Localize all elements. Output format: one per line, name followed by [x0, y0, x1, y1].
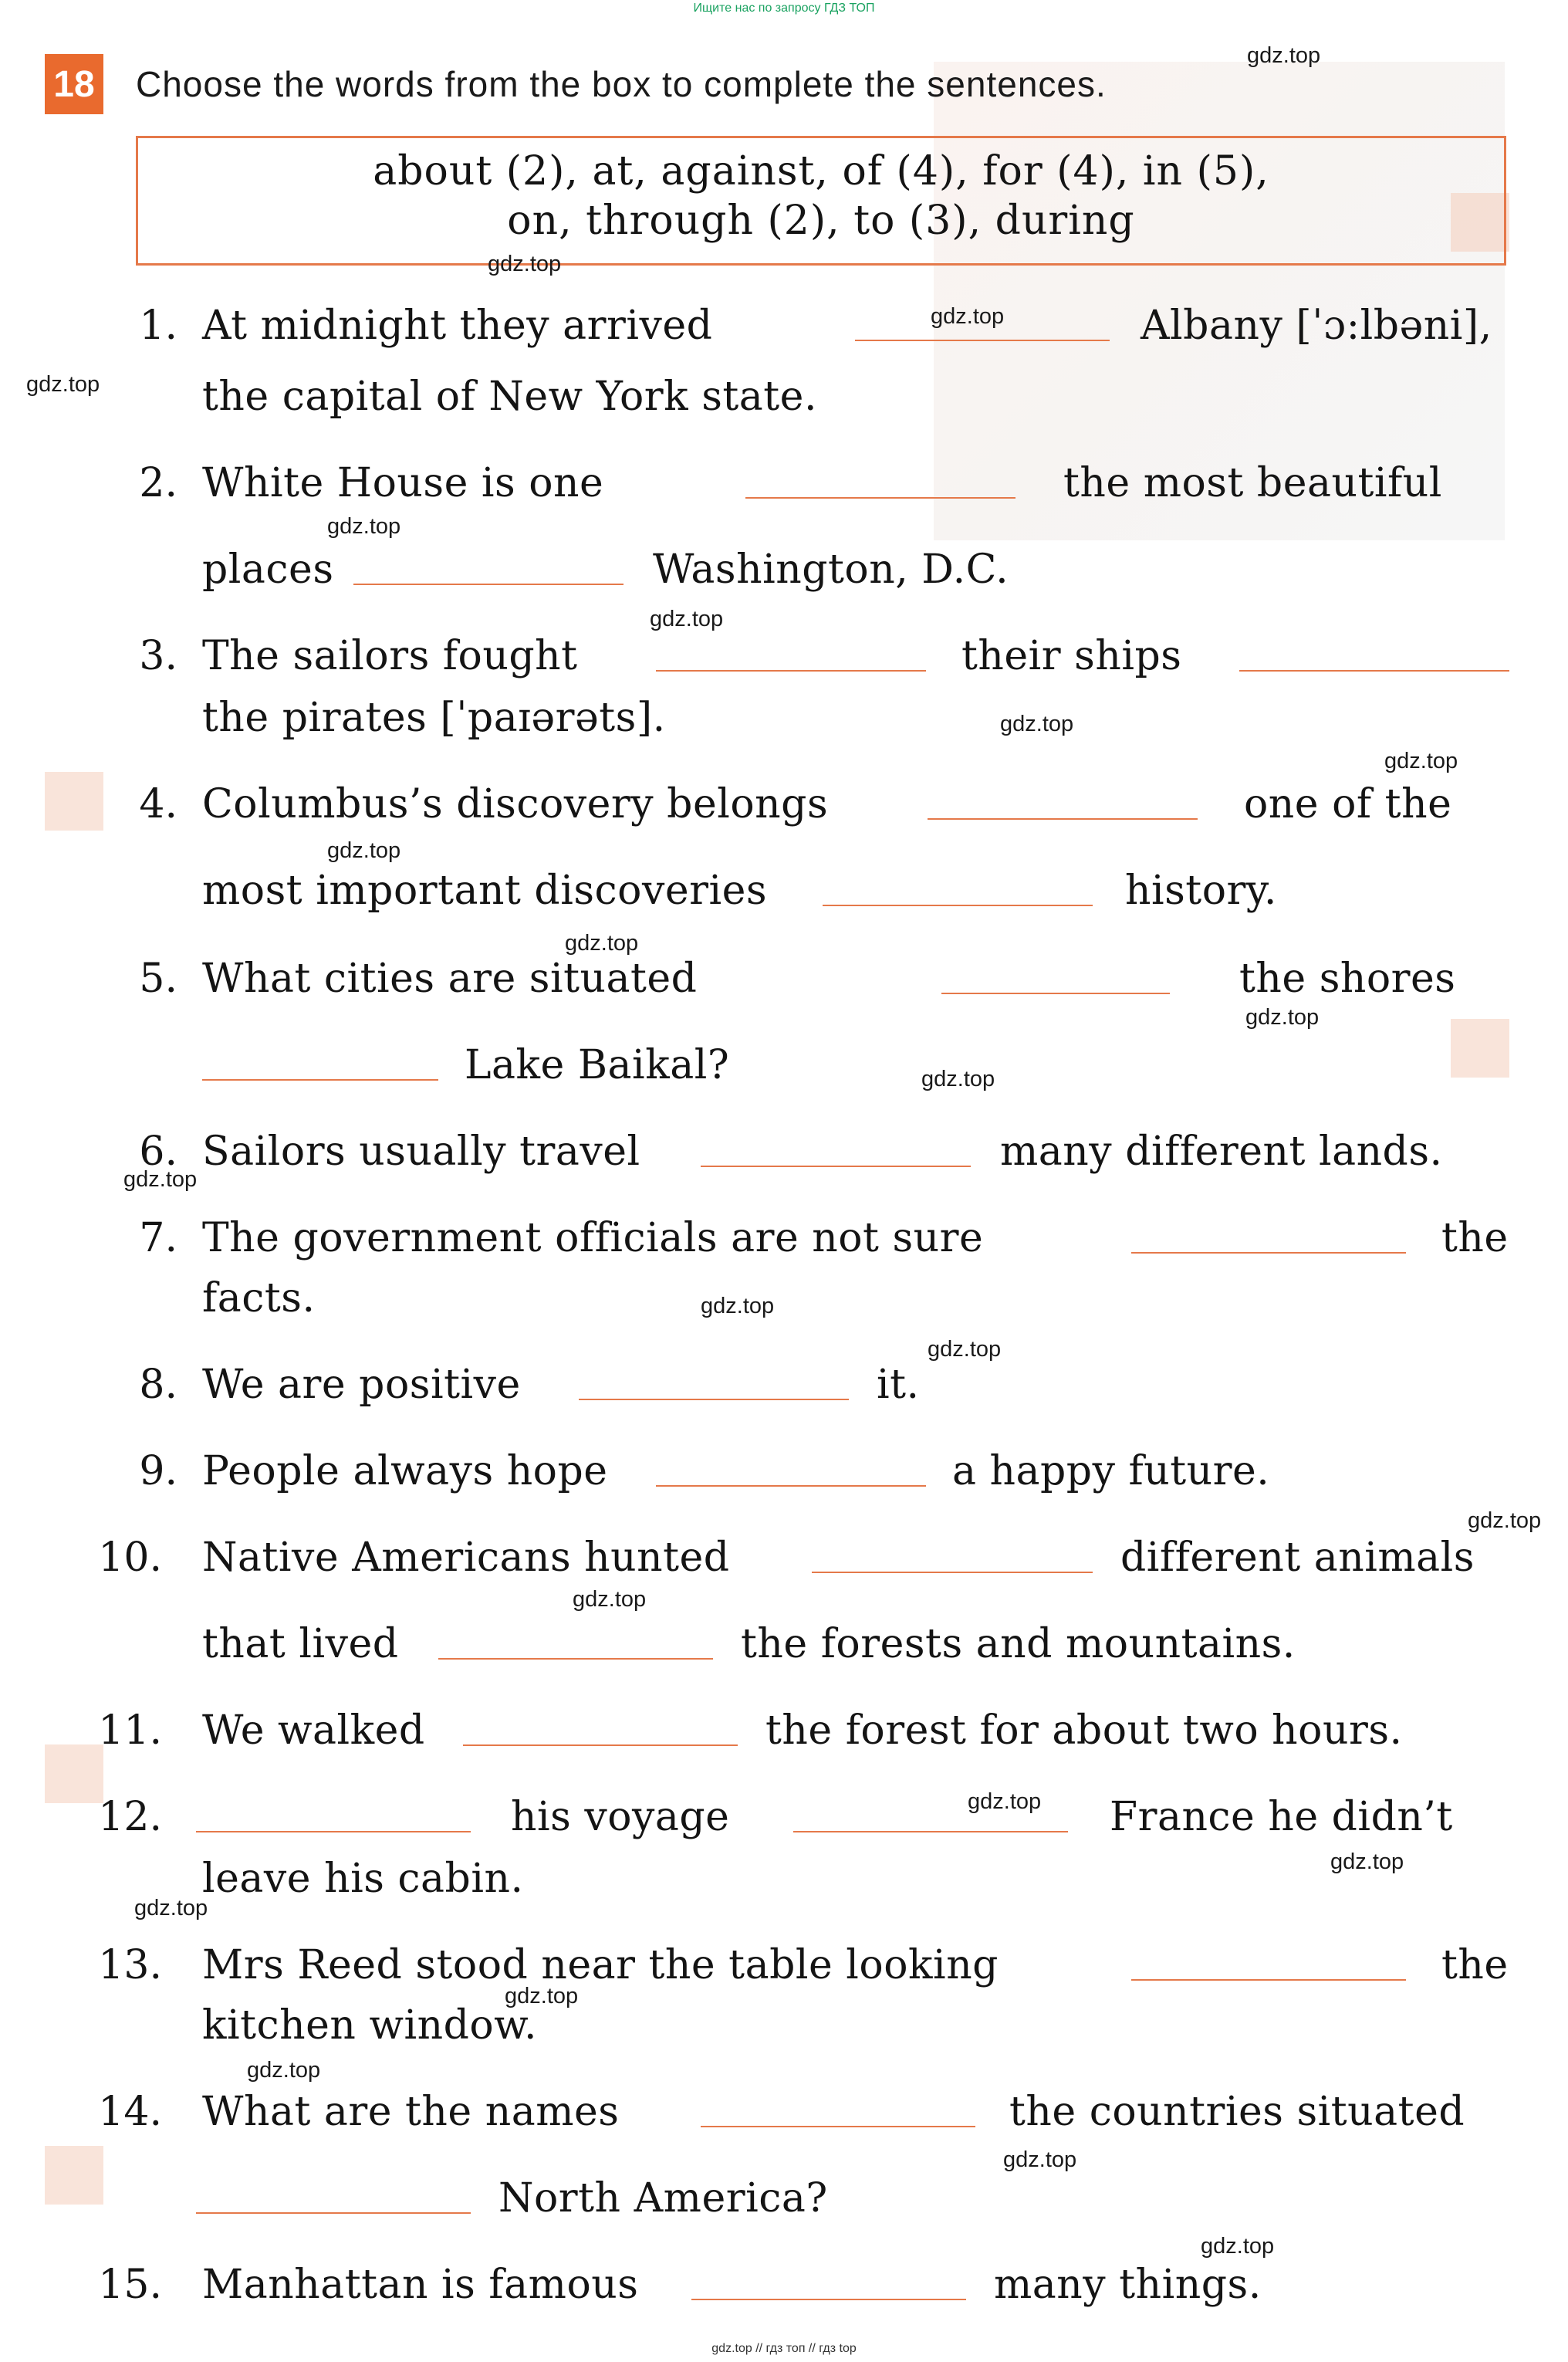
sentence-text: North America?: [498, 2175, 828, 2222]
answer-blank[interactable]: [196, 1831, 471, 1832]
sentence-text: What are the names: [202, 2089, 620, 2135]
watermark: gdz.top: [247, 2058, 321, 2083]
sentence-number: 6.: [139, 1129, 177, 1175]
watermark: gdz.top: [1468, 1508, 1542, 1533]
answer-blank[interactable]: [745, 497, 1015, 499]
sentence-text: We are positive: [202, 1362, 521, 1408]
sentence-text: the countries situated: [1009, 2089, 1465, 2135]
sentence-number: 14.: [98, 2089, 162, 2135]
watermark: gdz.top: [968, 1789, 1042, 1814]
sentence-text: Sailors usually travel: [202, 1129, 640, 1175]
sentence-number: 3.: [139, 633, 177, 679]
sentence-text: Mrs Reed stood near the table looking: [202, 1942, 999, 1988]
watermark: gdz.top: [928, 1337, 1002, 1362]
watermark: gdz.top: [1384, 749, 1458, 773]
sentence-text: the most beautiful: [1063, 460, 1442, 506]
watermark: gdz.top: [327, 838, 401, 863]
sentence-text: many things.: [994, 2262, 1262, 2308]
sentence-text: facts.: [202, 1275, 316, 1321]
sentence-text: one of the: [1244, 781, 1452, 827]
answer-blank[interactable]: [793, 1831, 1068, 1832]
sentence-text: a happy future.: [952, 1448, 1270, 1494]
sentence-text: places: [202, 547, 334, 593]
sentence-text: most important discoveries: [202, 868, 768, 914]
watermark: gdz.top: [1201, 2234, 1275, 2259]
sentence-text: it.: [877, 1362, 920, 1408]
sentence-text: the shores: [1239, 956, 1456, 1002]
watermark: gdz.top: [921, 1067, 995, 1091]
watermark: gdz.top: [26, 372, 100, 397]
sentence-number: 8.: [139, 1362, 177, 1408]
answer-blank[interactable]: [656, 1485, 926, 1487]
answer-blank[interactable]: [1131, 1979, 1406, 1981]
sentence-text: We walked: [202, 1707, 425, 1754]
sentence-text: history.: [1125, 868, 1277, 914]
answer-blank[interactable]: [202, 1079, 438, 1081]
sentence-text: that lived: [202, 1621, 399, 1667]
sentence-text: The sailors fought: [202, 633, 578, 679]
sentence-text: the: [1441, 1942, 1509, 1988]
watermark: gdz.top: [1245, 1005, 1320, 1030]
exercise-instruction: Choose the words from the box to complete the sentences.: [136, 64, 1107, 104]
answer-blank[interactable]: [855, 340, 1110, 341]
answer-blank[interactable]: [438, 1658, 713, 1660]
answer-blank[interactable]: [579, 1399, 849, 1400]
header-link[interactable]: Ищите нас по запросу ГДЗ ТОП: [693, 2, 875, 15]
answer-blank[interactable]: [353, 584, 623, 585]
answer-blank[interactable]: [928, 818, 1198, 820]
sentence-text: People always hope: [202, 1448, 608, 1494]
answer-blank[interactable]: [941, 993, 1170, 994]
answer-blank[interactable]: [196, 2212, 471, 2214]
sentence-number: 13.: [98, 1942, 162, 1988]
watermark: gdz.top: [1003, 2147, 1077, 2172]
watermark: gdz.top: [701, 1294, 775, 1318]
answer-blank[interactable]: [812, 1572, 1093, 1573]
watermark: gdz.top: [1000, 712, 1074, 736]
answer-blank[interactable]: [701, 2126, 975, 2127]
sentence-number: 9.: [139, 1448, 177, 1494]
sentence-text: What cities are situated: [202, 956, 698, 1002]
ghost-badge: [45, 772, 103, 831]
sentence-text: the forest for about two hours.: [765, 1707, 1403, 1754]
sentence-text: White House is one: [202, 460, 604, 506]
answer-blank[interactable]: [701, 1166, 971, 1167]
sentence-text: different animals: [1120, 1535, 1475, 1581]
sentence-number: 4.: [139, 781, 177, 827]
answer-blank[interactable]: [1131, 1252, 1406, 1254]
exercise-number-badge: 18: [45, 54, 103, 114]
answer-blank[interactable]: [463, 1744, 738, 1746]
watermark: gdz.top: [505, 1984, 579, 2008]
sentence-text: his voyage: [511, 1794, 730, 1840]
answer-blank[interactable]: [1239, 670, 1509, 672]
sentence-text: The government officials are not sure: [202, 1215, 984, 1261]
sentence-text: many different lands.: [1000, 1129, 1443, 1175]
answer-blank[interactable]: [656, 670, 926, 672]
watermark: gdz.top: [573, 1587, 647, 1612]
watermark: gdz.top: [327, 514, 401, 539]
sentence-number: 11.: [98, 1707, 162, 1754]
watermark: gdz.top: [1330, 1849, 1404, 1874]
watermark: gdz.top: [134, 1896, 208, 1920]
watermark: gdz.top: [565, 931, 639, 956]
sentence-number: 1.: [139, 303, 177, 349]
footer-link[interactable]: gdz.top // гдз топ // гдз top: [711, 2342, 857, 2355]
sentence-number: 10.: [98, 1535, 162, 1581]
sentence-text: the forests and mountains.: [741, 1621, 1296, 1667]
watermark: gdz.top: [931, 304, 1005, 329]
sentence-text: Washington, D.C.: [653, 547, 1009, 593]
sentence-number: 12.: [98, 1794, 162, 1840]
sentence-number: 7.: [139, 1215, 177, 1261]
sentence-text: kitchen window.: [202, 2002, 538, 2049]
sentence-text: Albany [ˈɔ:lbəni],: [1141, 303, 1492, 349]
watermark: gdz.top: [123, 1167, 198, 1192]
sentence-text: the: [1441, 1215, 1509, 1261]
word-box-line-1: about (2), at, against, of (4), for (4), in (5),: [373, 148, 1269, 195]
answer-blank[interactable]: [691, 2299, 966, 2300]
watermark: gdz.top: [1247, 43, 1321, 68]
sentence-text: At midnight they arrived: [202, 303, 713, 349]
sentence-number: 15.: [98, 2262, 162, 2308]
word-box-line-2: on, through (2), to (3), during: [507, 198, 1135, 244]
sentence-text: Lake Baikal?: [465, 1042, 730, 1088]
sentence-text: France he didn’t: [1110, 1794, 1453, 1840]
sentence-text: Manhattan is famous: [202, 2262, 639, 2308]
sentence-text: Native Americans hunted: [202, 1535, 730, 1581]
sentence-text: the pirates [ˈpaɪərəts].: [202, 695, 666, 741]
answer-blank[interactable]: [823, 905, 1093, 906]
sentence-number: 5.: [139, 956, 177, 1002]
sentence-number: 2.: [139, 460, 177, 506]
sentence-text: Columbus’s discovery belongs: [202, 781, 829, 827]
watermark: gdz.top: [650, 607, 724, 631]
ghost-badge: [45, 2146, 103, 2205]
sentence-text: the capital of New York state.: [202, 374, 817, 420]
sentence-text: leave his cabin.: [202, 1856, 524, 1902]
sentence-text: their ships: [961, 633, 1182, 679]
ghost-badge: [1451, 1019, 1509, 1078]
watermark: gdz.top: [488, 252, 562, 276]
